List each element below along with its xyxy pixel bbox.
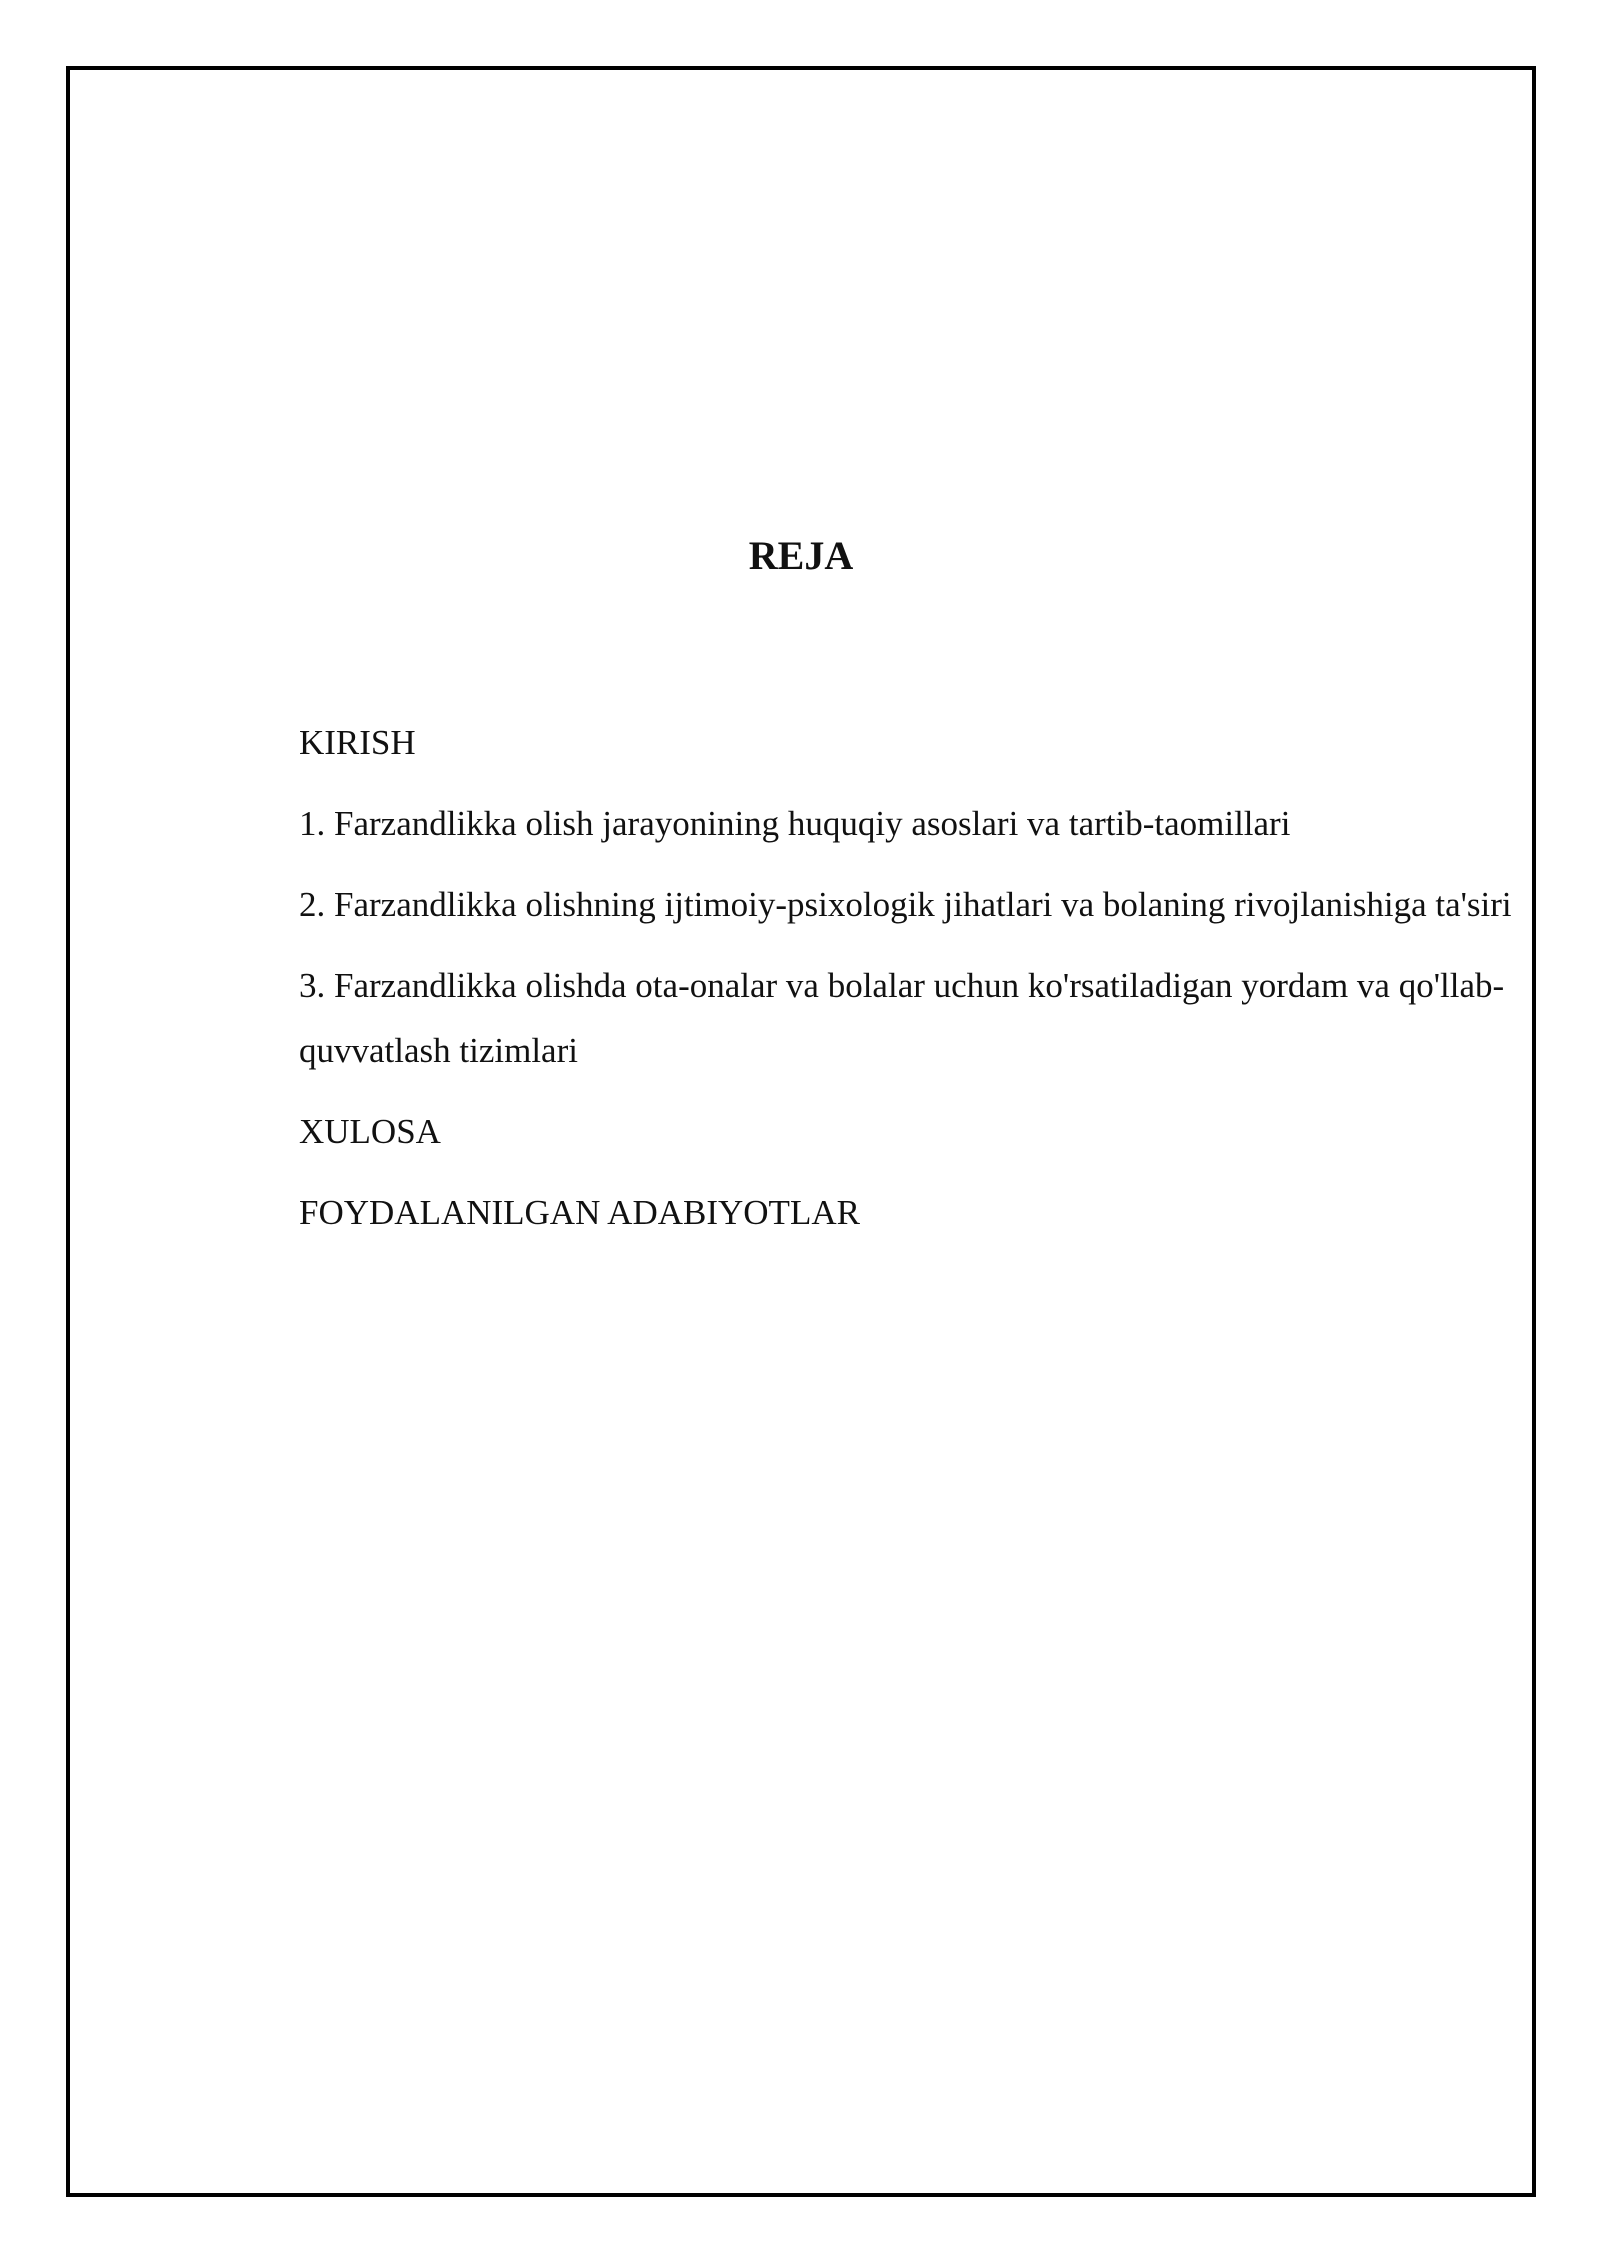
page-border (66, 66, 1536, 2197)
table-of-contents (299, 710, 1539, 1261)
page-title: REJA (748, 533, 854, 578)
toc-item-references: FOYDALANILGAN ADABIYOTLAR (299, 1193, 860, 1232)
toc-item-introduction: KIRISH (299, 723, 416, 762)
toc-item-section-3: 3. Farzandlikka olishda ota-onalar va bolalar uchun ko'rsatiladigan yordam va qo'llab-quvvatlash tizimlari (299, 966, 1505, 1070)
toc-item-conclusion: XULOSA (299, 1112, 441, 1151)
toc-item-section-2: 2. Farzandlikka olishning ijtimoiy-psixologik jihatlari va bolaning rivojlanishiga ta'siri (299, 885, 1512, 924)
toc-item-section-1: 1. Farzandlikka olish jarayonining huquqiy asoslari va tartib-taomillari (299, 804, 1291, 843)
